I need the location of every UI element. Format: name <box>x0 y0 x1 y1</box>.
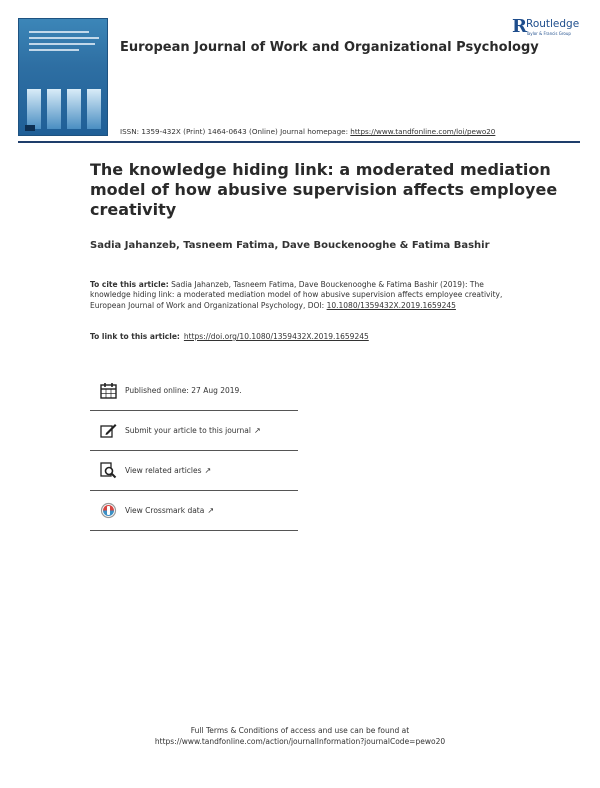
article-info-box <box>90 370 298 531</box>
cover-line <box>29 37 99 39</box>
cover-strip <box>87 89 101 129</box>
cover-line <box>29 49 79 51</box>
article-title: The knowledge hiding link: a moderated mediation model of how abusive supervision affects employee creativity <box>90 160 558 219</box>
article-authors: Sadia Jahanzeb, Tasneem Fatima, Dave Bouckenooghe & Fatima Bashir <box>90 240 490 251</box>
info-row-related[interactable] <box>90 451 298 491</box>
external-link-icon: ↗ <box>204 466 212 475</box>
citation-doi-link[interactable]: 10.1080/1359432X.2019.1659245 <box>326 300 456 310</box>
info-row-crossmark[interactable] <box>90 491 298 531</box>
issn-line <box>120 127 495 136</box>
cover-line <box>29 31 89 33</box>
terms-footer-line1: Full Terms & Conditions of access and use can be found at <box>190 726 410 735</box>
related-articles-link[interactable]: View related articles <box>125 466 202 475</box>
calendar-icon <box>99 381 117 399</box>
article-link-label: To link to this article: <box>90 332 180 341</box>
crossmark-external-icon: ↗ <box>207 506 215 515</box>
publisher-r-icon: R <box>512 16 527 37</box>
publisher-logo <box>512 17 584 43</box>
external-link-icon: ↗ <box>253 426 261 435</box>
issn-text: ISSN: 1359-432X (Print) 1464-0643 (Online) Journal homepage: <box>120 127 351 136</box>
terms-footer <box>0 726 600 747</box>
submit-article-link[interactable]: Submit your article to this journal <box>125 426 251 435</box>
terms-footer-link[interactable]: https://www.tandfonline.com/action/journalInformation?journalCode=pewo20 <box>154 736 446 746</box>
publisher-name: Routledge <box>526 18 580 30</box>
info-row-published <box>90 370 298 411</box>
header-divider <box>18 141 580 143</box>
cover-line <box>29 43 95 45</box>
publisher-subtitle: Taylor & Francis Group <box>526 31 571 36</box>
journal-cover-image <box>18 18 108 136</box>
edit-icon <box>99 422 117 440</box>
journal-homepage-link[interactable]: https://www.tandfonline.com/loi/pewo20 <box>350 127 496 136</box>
crossmark-data-link[interactable]: View Crossmark data <box>125 506 205 515</box>
citation-text: Sadia Jahanzeb, Tasneem Fatima, Dave Bouckenooghe & Fatima Bashir (2019): The knowledge hiding link: a moderated mediation model of how abusive supervision affects employee creativity, European Journal of Work and Organizational Psychology, DOI: <box>90 280 503 310</box>
citation-label: To cite this article: <box>90 280 169 289</box>
info-row-submit[interactable] <box>90 411 298 451</box>
cover-strip <box>27 89 41 129</box>
cover-publisher-logo <box>25 125 35 131</box>
crossmark-icon <box>99 502 117 520</box>
cover-strip <box>47 89 61 129</box>
cover-strip <box>67 89 81 129</box>
journal-title: European Journal of Work and Organizational Psychology <box>120 40 539 55</box>
citation-block <box>90 280 510 311</box>
published-date-text: Published online: 27 Aug 2019. <box>125 385 242 395</box>
search-document-icon <box>99 462 117 480</box>
article-link-block <box>90 332 369 341</box>
article-doi-link[interactable]: https://doi.org/10.1080/1359432X.2019.1659245 <box>183 332 369 341</box>
